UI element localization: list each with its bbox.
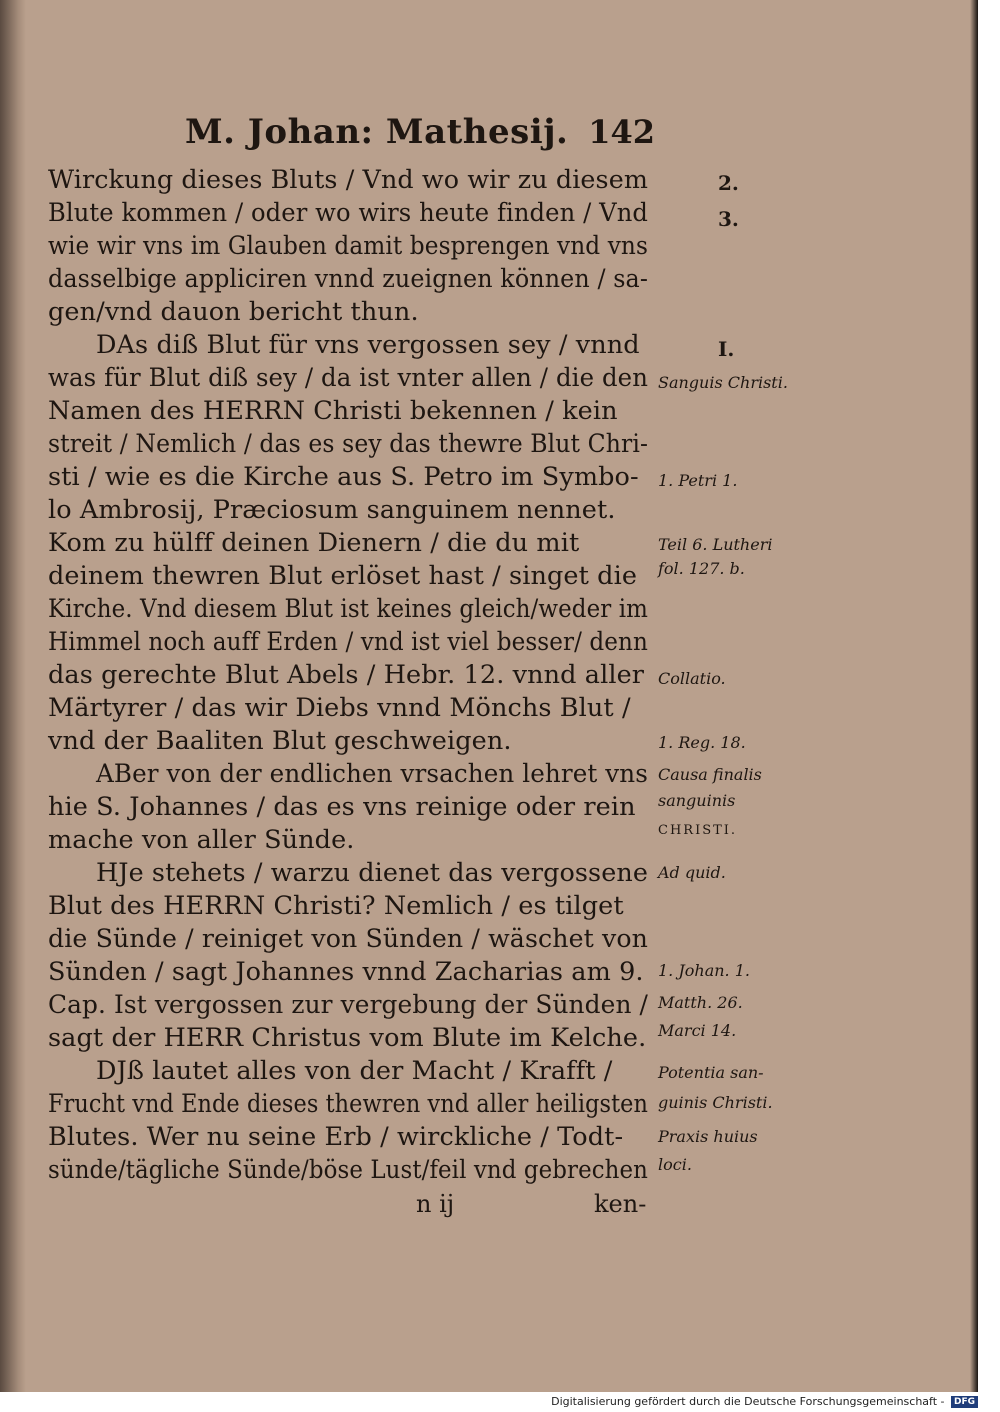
text-line: deinem thewren Blut erlöset hast / singet die: [48, 561, 638, 591]
text-line: sünde/tägliche Sünde/böse Lust/feil vnd gebrechen: [48, 1155, 648, 1185]
text-line: sagt der HERR Christus vom Blute im Kelche.: [48, 1023, 647, 1053]
text-line: Blute kommen / oder wo wirs heute finden / Vnd: [48, 198, 648, 228]
text-line: sti / wie es die Kirche aus S. Petro im Symbo-: [48, 462, 639, 492]
margin-note-johan: 1. Johan. 1.: [658, 961, 750, 980]
margin-note-fol: fol. 127. b.: [658, 559, 745, 578]
margin-note-matth: Matth. 26.: [658, 993, 743, 1012]
text-line: lo Ambrosij, Præciosum sanguinem nennet.: [48, 495, 616, 525]
text-line: HJe stehets / warzu dienet das vergossene: [96, 858, 648, 888]
text-line: Kirche. Vnd diesem Blut ist keines gleich/weder im: [48, 594, 648, 624]
page-number: 142: [588, 113, 655, 151]
catchword: ken-: [594, 1190, 647, 1218]
margin-note-3: 3.: [718, 207, 739, 231]
text-line: DAs diß Blut für vns vergossen sey / vnnd: [96, 330, 640, 360]
text-line: Frucht vnd Ende dieses thewren vnd aller heiligsten: [48, 1089, 648, 1119]
margin-note-reg: 1. Reg. 18.: [658, 733, 746, 752]
margin-note-I: I.: [718, 337, 735, 361]
text-line: DJß lautet alles von der Macht / Krafft /: [96, 1056, 613, 1086]
credit-text: Digitalisierung gefördert durch die Deutsche Forschungsgemeinschaft -: [551, 1395, 945, 1408]
text-line: dasselbige appliciren vnnd zueignen können / sa-: [48, 264, 648, 294]
margin-note-causa-finalis: Causa finalis: [658, 765, 762, 784]
text-line: Cap. Ist vergossen zur vergebung der Sünden /: [48, 990, 648, 1020]
margin-note-potentia: Potentia san-: [658, 1063, 764, 1082]
text-line: gen/vnd dauon bericht thun.: [48, 297, 419, 327]
text-line: Kom zu hülff deinen Dienern / die du mit: [48, 528, 580, 558]
text-line: was für Blut diß sey / da ist vnter allen / die den: [48, 363, 648, 393]
signature-mark: n ij: [416, 1190, 455, 1218]
text-line: streit / Nemlich / das es sey das thewre Blut Chri-: [48, 429, 648, 459]
margin-note-guinis-christi: guinis Christi.: [658, 1093, 773, 1112]
margin-note-2: 2.: [718, 171, 739, 195]
running-head: M. Johan: Mathesij.: [185, 112, 569, 152]
text-line: Blut des HERRN Christi? Nemlich / es tilget: [48, 891, 624, 921]
dfg-logo: DFG: [951, 1396, 978, 1408]
text-line: Wirckung dieses Bluts / Vnd wo wir zu diesem: [48, 165, 648, 195]
margin-note-christi: CHRISTI.: [658, 823, 738, 838]
margin-note-praxis: Praxis huius: [658, 1127, 758, 1146]
text-line: vnd der Baaliten Blut geschweigen.: [48, 726, 512, 756]
text-line: die Sünde / reiniget von Sünden / wäschet von: [48, 924, 648, 954]
margin-note-ad-quid: Ad quid.: [658, 863, 726, 882]
digitization-credit: [551, 1395, 978, 1409]
text-line: ABer von der endlichen vrsachen lehret vns: [96, 759, 648, 789]
main-text: [48, 164, 648, 1187]
page-header: [185, 108, 655, 156]
margin-note-sanguis-christi: Sanguis Christi.: [658, 373, 788, 392]
margin-note-marci: Marci 14.: [658, 1021, 737, 1040]
margin-note-petri: 1. Petri 1.: [658, 471, 738, 490]
text-line: Himmel noch auff Erden / vnd ist viel besser/ denn: [48, 627, 648, 657]
text-line: hie S. Johannes / das es vns reinige oder rein: [48, 792, 636, 822]
margin-note-sanguinis: sanguinis: [658, 791, 736, 810]
margin-note-teil: Teil 6. Lutheri: [658, 535, 773, 554]
text-line: das gerechte Blut Abels / Hebr. 12. vnnd aller: [48, 660, 645, 690]
text-line: Namen des HERRN Christi bekennen / kein: [48, 396, 618, 426]
text-line: mache von aller Sünde.: [48, 825, 355, 855]
text-line: wie wir vns im Glauben damit besprengen vnd vns: [48, 231, 648, 261]
text-line: Märtyrer / das wir Diebs vnnd Mönchs Blut /: [48, 693, 631, 723]
margin-note-loci: loci.: [658, 1155, 692, 1174]
margin-note-collatio: Collatio.: [658, 669, 726, 688]
text-line: Blutes. Wer nu seine Erb / wirckliche / Todt-: [48, 1122, 624, 1152]
text-line: Sünden / sagt Johannes vnnd Zacharias am 9.: [48, 957, 644, 987]
